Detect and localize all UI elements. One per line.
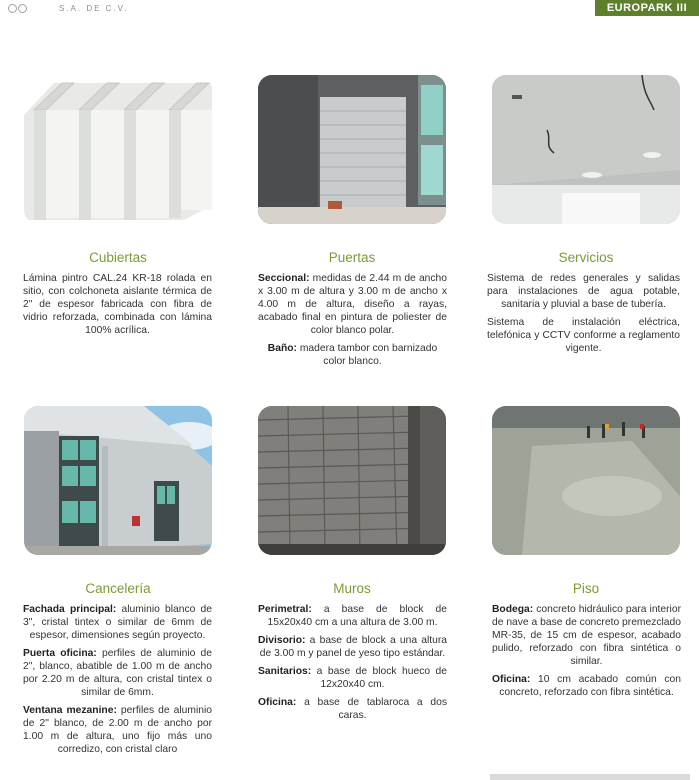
paragraph: Sistema de instalación eléctrica, telefónica y CCTV conforme a reglamento vigente. [487,317,680,354]
project-badge [595,0,699,16]
section-body-piso [492,603,681,704]
paragraph: Ventana mezanine: perfiles de aluminio de 2" blanco, de 2.00 m de ancho por 1.00 m de altura, uno fijo más uno corredizo, con cristal claro [23,705,213,755]
paragraph: Fachada principal: aluminio blanco de 3", cristal tintex o similar de 6mm de espesor, dimensiones según proyecto. [23,604,212,641]
section-title-canceleria: Cancelería [85,581,151,596]
glass-facade-photo [24,406,212,555]
paragraph: Oficina: a base de tablaroca a dos caras. [258,697,447,721]
project-badge-label: EUROPARK III [606,2,688,14]
paragraph: Baño: madera tambor con barnizado color blanco. [267,343,438,367]
sectional-door-photo [258,75,446,224]
section-body-servicios [487,272,680,360]
section-title-piso: Piso [572,581,600,596]
section-body-puertas [258,272,447,373]
ceiling-installations-photo [492,75,680,224]
paragraph: Seccional: medidas de 2.44 m de ancho x 3.00 m de altura y 3.00 m de ancho x 4.00 m de altura, diseño a rayas, acabado final en pintura de poliester de color blanco polar. [258,273,447,336]
paragraph: Lámina pintro CAL.24 KR-18 rolada en sitio, con colchoneta aislante térmica de 2" de espesor fabricada con fibra de vidrio reforzada, combinada con lámina 100% acrílica. [23,273,212,336]
footer-logo-fragment [490,774,690,780]
block-wall-photo [258,406,446,555]
section-title-servicios: Servicios [558,250,614,265]
company-suffix: S.A. DE C.V. [59,3,129,13]
paragraph: Perimetral: a base de block de 15x20x40 cm a una altura de 3.00 m. [258,604,447,628]
concrete-floor-photo [492,406,680,555]
paragraph: Sanitarios: a base de block hueco de 12x20x40 cm. [258,666,447,690]
paragraph: Sistema de redes generales y salidas para instalaciones de agua potable, sanitaria y pluvial a base de tubería. [487,273,680,310]
section-body-canceleria [23,603,212,761]
corrugated-roof-panel-photo [24,75,212,224]
logo-rings-icon [8,4,27,13]
paragraph: Oficina: 10 cm acabado común con concreto, reforzado con fibra sintética. [492,674,681,698]
paragraph: Divisorio: a base de block a una altura de 3.00 m y panel de yeso tipo estándar. [258,635,447,659]
section-body-muros [258,603,447,727]
section-body-cubiertas [23,272,212,342]
company-logo [8,0,129,16]
section-title-cubiertas: Cubiertas [89,250,147,265]
section-title-muros: Muros [333,581,371,596]
paragraph: Puerta oficina: perfiles de aluminio de 2", blanco, abatible de 1.00 m de ancho por 2.20 m de altura, con cristal tintex o similar de 6mm. [23,648,212,698]
paragraph: Bodega: concreto hidráulico para interior de nave a base de concreto premezclado MR-35, de 15 cm de espesor, acabado pulido, reforzado con fibra sintética o similar. [492,604,681,667]
section-title-puertas: Puertas [328,250,376,265]
